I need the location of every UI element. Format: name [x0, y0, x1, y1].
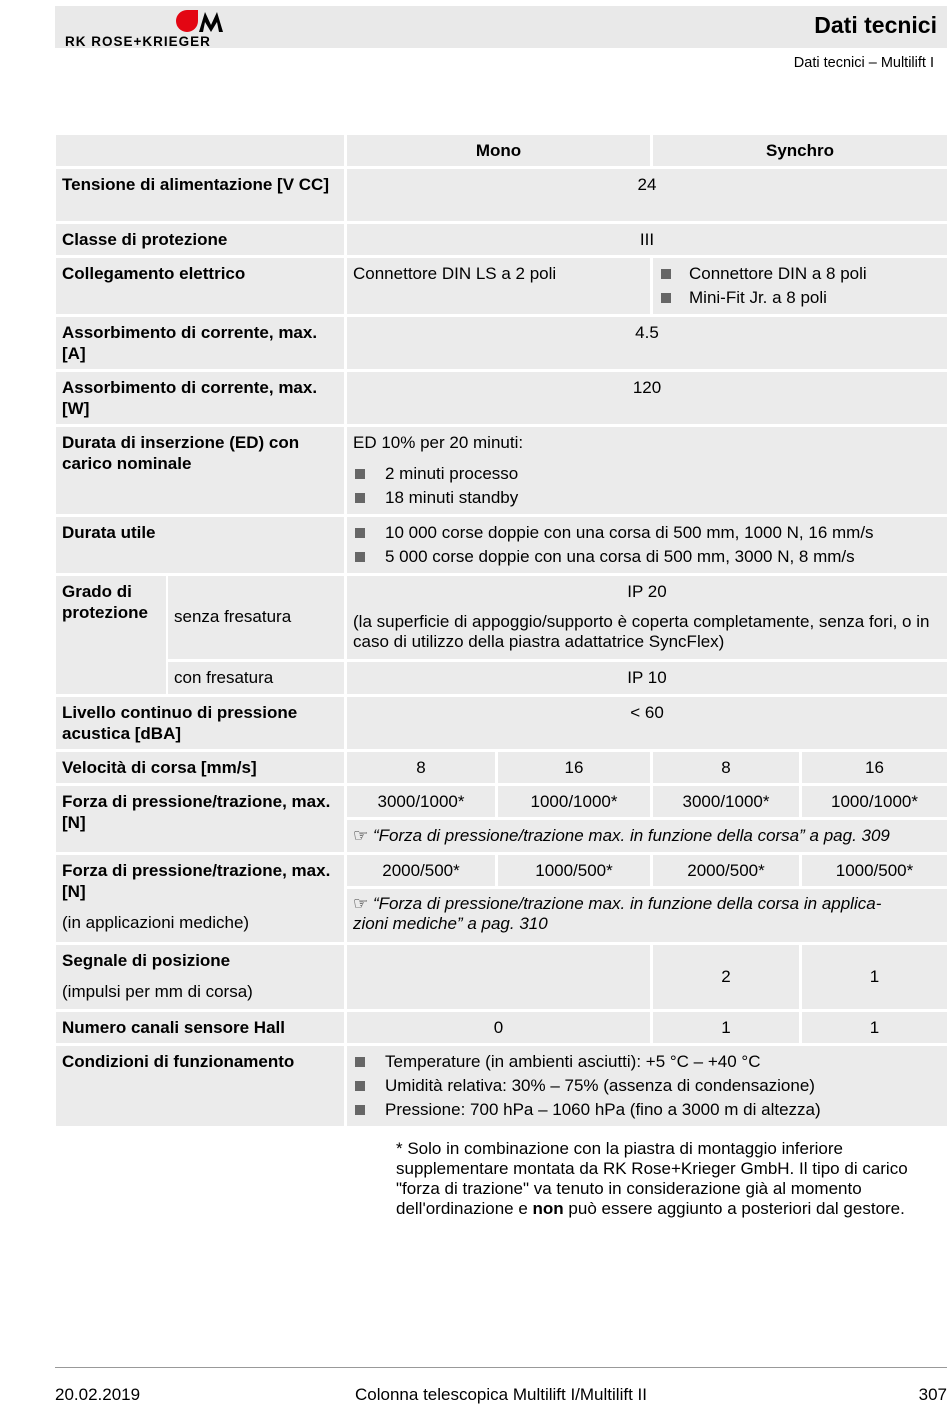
grado-senza-ip: IP 20 — [627, 582, 667, 601]
list-item: Temperature (in ambienti asciutti): +5 °C – +40 °C — [353, 1051, 941, 1072]
value-classe: III — [347, 224, 947, 255]
row-label-grado: Grado di protezione — [56, 576, 166, 694]
col-header-mono: Mono — [347, 135, 650, 166]
footnote-text: * Solo in combinazione con la piastra di montaggio inferiore supplementare montata da RK Rose+Krieger GmbH. Il tipo di carico "forza di trazione" va tenuto in considerazione già al momento dell'ordinazione e — [396, 1139, 908, 1218]
forza-med-label: Forza di pressione/trazione, max. [N] — [62, 861, 331, 901]
footer-title: Colonna telescopica Multilift I/Multilift II — [355, 1385, 647, 1404]
forza-med-reference-line2: zioni mediche” a pag. 310 — [353, 914, 548, 933]
grado-senza-note: (la superficie di appoggio/supporto è coperta completamente, senza fori, o in caso di utilizzo della piastra adattatrice SyncFlex) — [353, 612, 930, 651]
forza-med-reference-line1: “Forza di pressione/trazione max. in funzione della corsa in applica- — [372, 894, 882, 913]
value-durata-inserzione — [347, 427, 947, 514]
row-label-classe: Classe di protezione — [56, 224, 344, 255]
value-velocita: 16 — [802, 752, 947, 783]
footer-date: 20.02.2019 — [55, 1385, 141, 1404]
value-livello: < 60 — [347, 697, 947, 749]
list-item: 18 minuti standby — [353, 487, 941, 508]
page-title: Dati tecnici — [814, 12, 937, 38]
value-velocita: 8 — [347, 752, 495, 783]
value-forza: 3000/1000* — [347, 786, 495, 817]
value-durata-utile — [347, 517, 947, 573]
value-velocita: 16 — [498, 752, 650, 783]
value-assorb-w: 120 — [347, 372, 947, 424]
value-hall: 0 — [347, 1012, 650, 1043]
list-item: Mini-Fit Jr. a 8 poli — [659, 287, 941, 308]
table-corner-cell — [56, 135, 344, 166]
row-label-condizioni: Condizioni di funzionamento — [56, 1046, 344, 1126]
value-forza-med: 1000/500* — [802, 855, 947, 886]
row-label-forza: Forza di pressione/trazione, max. [N] — [56, 786, 344, 852]
value-hall: 1 — [802, 1012, 947, 1043]
value-segnale-mono — [347, 945, 650, 1009]
company-logo — [63, 8, 233, 50]
value-tensione: 24 — [347, 169, 947, 221]
grado-con-label: con fresatura — [168, 662, 344, 694]
grado-senza-label: senza fresatura — [168, 576, 344, 659]
value-assorb-a: 4.5 — [347, 317, 947, 369]
row-label-forza-med — [56, 855, 344, 942]
list-item: Umidità relativa: 30% – 75% (assenza di condensazione) — [353, 1075, 941, 1096]
value-forza-med: 1000/500* — [498, 855, 650, 886]
row-label-tensione: Tensione di alimentazione [V CC] — [56, 169, 344, 221]
value-collegamento-synchro — [653, 258, 947, 314]
forza-med-sublabel: (in applicazioni mediche) — [62, 913, 250, 932]
value-velocita: 8 — [653, 752, 799, 783]
value-grado-con: IP 10 — [347, 662, 947, 694]
row-label-hall: Numero canali sensore Hall — [56, 1012, 344, 1043]
row-label-collegamento: Collegamento elettrico — [56, 258, 344, 314]
list-item: 5 000 corse doppie con una corsa di 500 mm, 3000 N, 8 mm/s — [353, 546, 941, 567]
value-forza-med: 2000/500* — [347, 855, 495, 886]
row-label-durata-inserzione: Durata di inserzione (ED) con carico nominale — [56, 427, 344, 514]
list-item: Connettore DIN a 8 poli — [659, 263, 941, 284]
value-forza: 1000/1000* — [802, 786, 947, 817]
list-item: Pressione: 700 hPa – 1060 hPa (fino a 3000 m di altezza) — [353, 1099, 941, 1120]
row-label-velocita: Velocità di corsa [mm/s] — [56, 752, 344, 783]
rk-logo-icon — [175, 8, 227, 34]
page-subtitle: Dati tecnici – Multilift I — [793, 55, 934, 71]
footer-divider — [55, 1367, 947, 1368]
forza-reference-link[interactable] — [347, 820, 947, 852]
durata-intro: ED 10% per 20 minuti: — [353, 433, 524, 452]
value-collegamento-mono: Connettore DIN LS a 2 poli — [347, 258, 650, 314]
forza-med-reference-link[interactable] — [347, 889, 947, 942]
value-grado-senza — [347, 576, 947, 659]
col-header-synchro: Synchro — [653, 135, 947, 166]
row-label-durata-utile: Durata utile — [56, 517, 344, 573]
value-forza-med: 2000/500* — [653, 855, 799, 886]
row-label-segnale — [56, 945, 344, 1009]
value-segnale: 1 — [802, 945, 947, 1009]
logo-text: RK ROSE+KRIEGER — [65, 34, 211, 49]
hand-pointer-icon: ☞ — [353, 894, 369, 913]
value-segnale: 2 — [653, 945, 799, 1009]
footnote — [396, 1139, 941, 1219]
hand-pointer-icon: ☞ — [353, 826, 369, 845]
segnale-sublabel: (impulsi per mm di corsa) — [62, 982, 253, 1001]
row-label-assorb-w: Assorbimento di corrente, max. [W] — [56, 372, 344, 424]
page-number: 307 — [918, 1385, 947, 1404]
list-item: 10 000 corse doppie con una corsa di 500 mm, 1000 N, 16 mm/s — [353, 522, 941, 543]
row-label-assorb-a: Assorbimento di corrente, max. [A] — [56, 317, 344, 369]
value-forza: 1000/1000* — [498, 786, 650, 817]
list-item: 2 minuti processo — [353, 463, 941, 484]
row-label-livello: Livello continuo di pressione acustica [dBA] — [56, 697, 344, 749]
forza-reference-text: “Forza di pressione/trazione max. in funzione della corsa” a pag. 309 — [372, 826, 890, 845]
segnale-label: Segnale di posizione — [62, 951, 231, 970]
footnote-text-end: può essere aggiunto a posteriori dal gestore. — [568, 1199, 905, 1218]
footnote-emphasis: non — [532, 1199, 564, 1218]
value-condizioni — [347, 1046, 947, 1126]
value-hall: 1 — [653, 1012, 799, 1043]
value-forza: 3000/1000* — [653, 786, 799, 817]
